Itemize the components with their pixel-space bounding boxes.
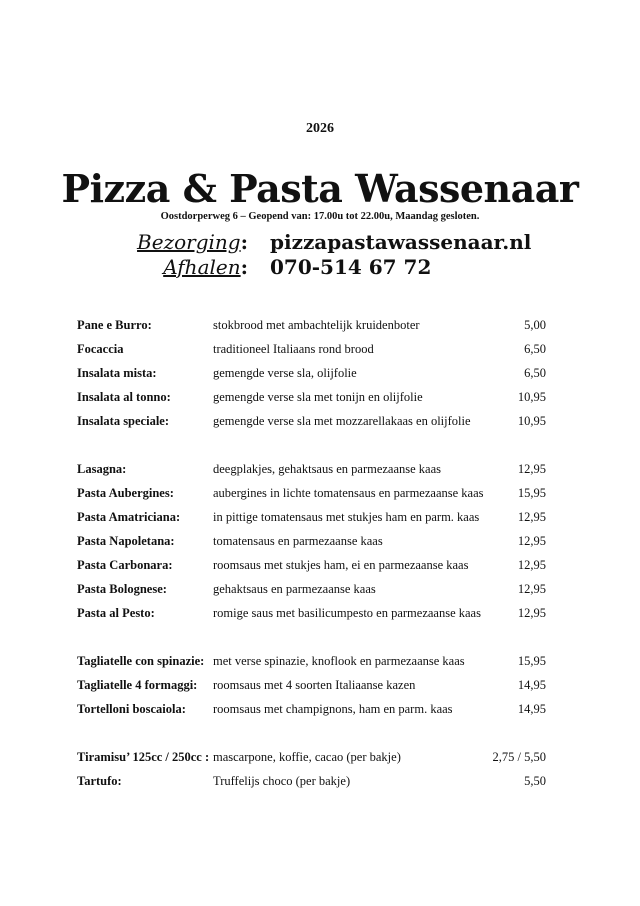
menu-item (0, 702, 640, 722)
item-name: Tagliatelle con spinazie: (77, 654, 205, 668)
item-description: traditioneel Italiaans rond brood (213, 342, 374, 356)
menu-item (0, 558, 640, 578)
item-name: Tiramisu’ 125cc / 250cc : (77, 750, 210, 764)
item-price: 5,00 (524, 318, 546, 332)
pickup-colon: : (240, 255, 248, 279)
item-description: gemengde verse sla met tonijn en olijfolie (213, 390, 423, 404)
item-price: 10,95 (517, 390, 546, 404)
item-name: Insalata mista: (77, 366, 157, 380)
item-name: Pasta Bolognese: (77, 582, 167, 596)
item-description: gehaktsaus en parmezaanse kaas (213, 582, 376, 596)
menu-item (0, 486, 640, 506)
item-name: Pasta Napoletana: (77, 534, 175, 548)
menu-item (0, 606, 640, 626)
item-name: Tartufo: (77, 774, 122, 788)
item-description: roomsaus met champignons, ham en parm. kaas (213, 702, 453, 716)
item-price: 6,50 (524, 366, 546, 380)
item-name: Insalata speciale: (77, 414, 170, 428)
item-description: met verse spinazie, knoflook en parmezaanse kaas (213, 654, 465, 668)
pickup-phone: 070-514 67 72 (270, 255, 432, 279)
item-price: 12,95 (517, 462, 546, 476)
item-price: 14,95 (517, 678, 546, 692)
item-name: Tortelloni boscaiola: (77, 702, 186, 716)
menu-item (0, 390, 640, 410)
menu-item (0, 534, 640, 554)
menu-year: 2026 (306, 121, 334, 136)
item-price: 12,95 (517, 534, 546, 548)
item-name: Pasta Carbonara: (77, 558, 173, 572)
item-description: aubergines in lichte tomatensaus en parmezaanse kaas (213, 486, 484, 500)
item-name: Pasta Amatriciana: (77, 510, 181, 524)
delivery-website: pizzapastawassenaar.nl (270, 230, 532, 254)
restaurant-title: Pizza & Pasta Wassenaar (61, 166, 579, 211)
item-description: gemengde verse sla, olijfolie (213, 366, 357, 380)
item-description: romige saus met basilicumpesto en parmezaanse kaas (213, 606, 481, 620)
item-description: gemengde verse sla met mozzarellakaas en olijfolie (213, 414, 471, 428)
menu-item (0, 654, 640, 674)
menu-item (0, 774, 640, 794)
item-price: 15,95 (517, 654, 546, 668)
item-name: Tagliatelle 4 formaggi: (77, 678, 198, 692)
menu-item (0, 318, 640, 338)
pickup-label: Afhalen (163, 255, 241, 279)
item-description: in pittige tomatensaus met stukjes ham en parm. kaas (213, 510, 480, 524)
item-price: 14,95 (517, 702, 546, 716)
item-description: roomsaus met 4 soorten Italiaanse kazen (213, 678, 416, 692)
menu-item (0, 510, 640, 530)
item-name: Focaccia (77, 342, 124, 356)
item-price: 2,75 / 5,50 (492, 750, 546, 764)
item-description: tomatensaus en parmezaanse kaas (213, 534, 383, 548)
menu-item (0, 414, 640, 434)
item-price: 12,95 (517, 510, 546, 524)
menu-item (0, 582, 640, 602)
item-description: stokbrood met ambachtelijk kruidenboter (213, 318, 420, 332)
item-name: Lasagna: (77, 462, 127, 476)
item-price: 12,95 (517, 606, 546, 620)
menu-item (0, 678, 640, 698)
menu-item (0, 366, 640, 386)
delivery-colon: : (240, 230, 248, 254)
menu-item (0, 462, 640, 482)
item-description: deegplakjes, gehaktsaus en parmezaanse kaas (213, 462, 442, 476)
item-name: Pasta Aubergines: (77, 486, 174, 500)
item-price: 6,50 (524, 342, 546, 356)
item-name: Insalata al tonno: (77, 390, 171, 404)
item-description: roomsaus met stukjes ham, ei en parmezaanse kaas (213, 558, 469, 572)
item-description: mascarpone, koffie, cacao (per bakje) (213, 750, 401, 764)
item-name: Pane e Burro: (77, 318, 152, 332)
item-price: 5,50 (524, 774, 546, 788)
item-price: 12,95 (517, 558, 546, 572)
menu-item (0, 750, 640, 770)
item-price: 12,95 (517, 582, 546, 596)
menu-item (0, 342, 640, 362)
item-description: Truffelijs choco (per bakje) (213, 774, 351, 788)
address-hours: Oostdorperweg 6 – Geopend van: 17.00u tot 22.00u, Maandag gesloten. (160, 211, 480, 222)
delivery-label: Bezorging (137, 230, 241, 254)
item-name: Pasta al Pesto: (77, 606, 155, 620)
item-price: 15,95 (517, 486, 546, 500)
item-price: 10,95 (517, 414, 546, 428)
